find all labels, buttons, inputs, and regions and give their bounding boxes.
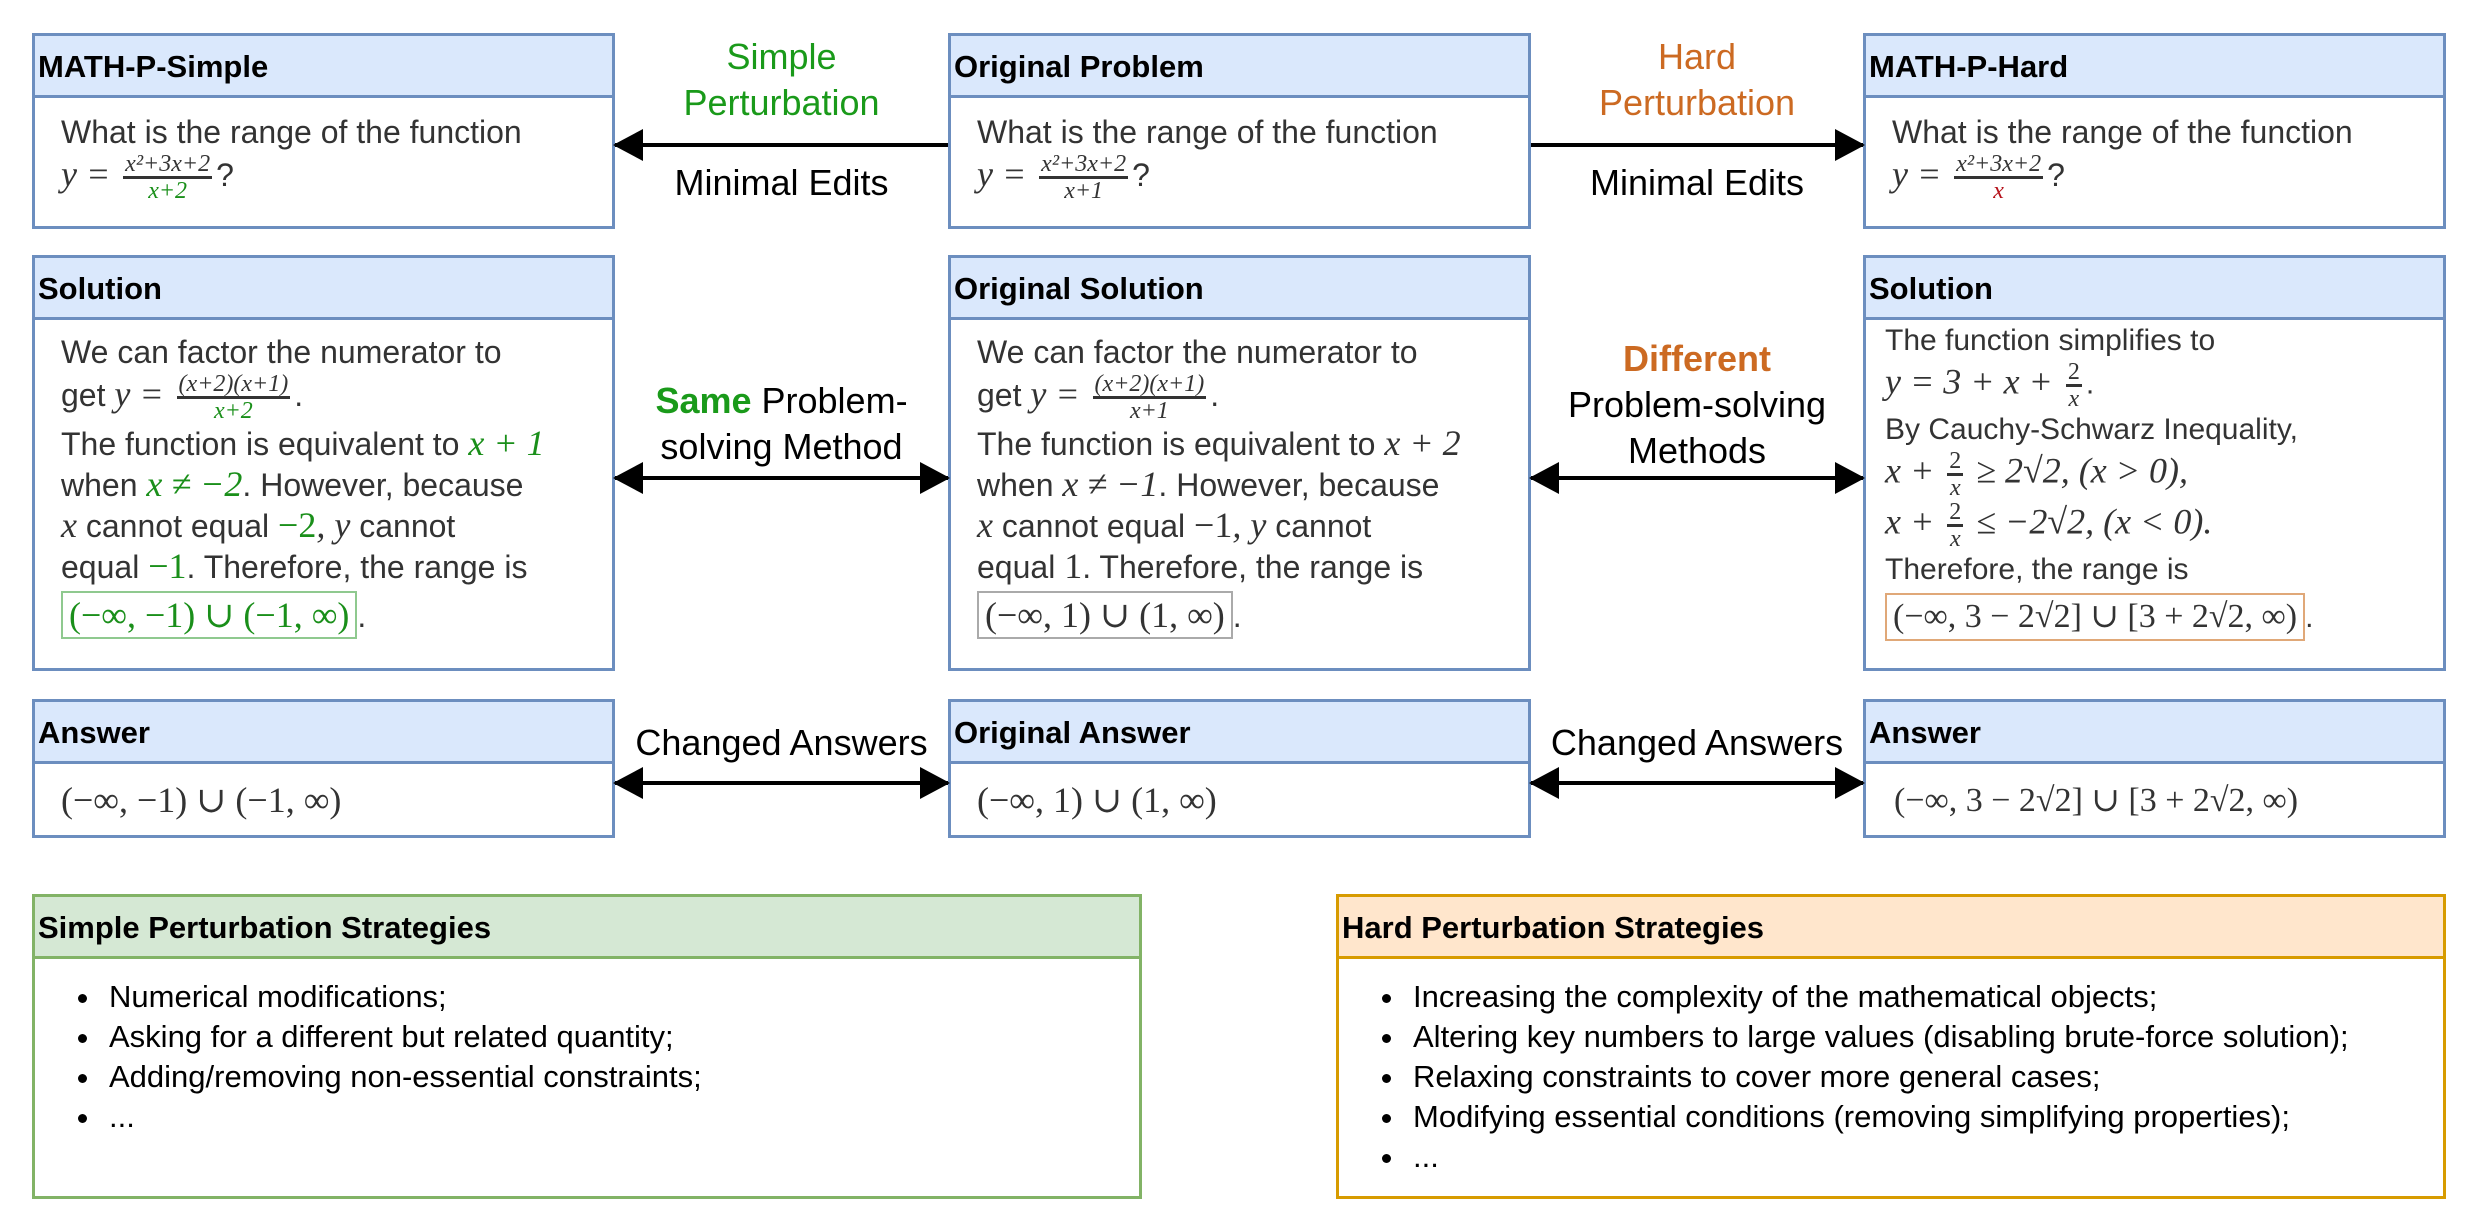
math: x + <box>1885 501 1944 542</box>
solution-line: get y = $\frac{(x+2)(x+1)}{x+1}$ . <box>977 371 1220 424</box>
label-line: solving Method <box>660 426 903 467</box>
arrowhead-right-icon <box>920 462 950 494</box>
solution-line: get y = $\frac{(x+2)(x+1)}{x+2}$ . <box>61 371 304 424</box>
denominator: x <box>1949 475 1961 501</box>
problem-question: What is the range of the function <box>1892 114 2353 150</box>
problem-text <box>951 98 1528 203</box>
original-problem-box <box>948 33 1531 229</box>
math: x ≠ −1 <box>1062 464 1159 504</box>
math: x + <box>1885 450 1944 491</box>
numerator: 2 <box>1949 499 1962 525</box>
question-mark: ? <box>1132 156 1150 193</box>
label-line: Perturbation <box>683 82 880 123</box>
answer-value: (−∞, 3 − 2√2] ∪ [3 + 2√2, ∞) <box>1894 782 2299 819</box>
list-item: • Altering key numbers to large values (disabling brute-force solution); <box>1407 1017 2443 1057</box>
text: cannot equal <box>76 508 279 544</box>
numerator: x²+3x+2 <box>125 151 211 177</box>
fraction <box>1947 500 1963 551</box>
math-p-simple-problem-box <box>32 33 615 229</box>
solution-text <box>1866 320 2443 641</box>
original-answer-box <box>948 699 1531 838</box>
label-line: Hard <box>1657 36 1737 77</box>
list-item: • Increasing the complexity of the mathematical objects; <box>1407 977 2443 1017</box>
minimal-edits-label-right: Minimal Edits <box>1589 162 1805 203</box>
text: cannot equal <box>992 508 1195 544</box>
arrow-left-minimal-edits <box>615 143 948 147</box>
boxed-answer: (−∞, 3 − 2√2] ∪ [3 + 2√2, ∞) <box>1885 593 2305 641</box>
fraction <box>1947 449 1963 500</box>
box-title: Simple Perturbation Strategies <box>35 897 1139 959</box>
question-mark: ? <box>2047 156 2065 193</box>
solution-line <box>61 505 612 546</box>
answer-value: (−∞, −1) ∪ (−1, ∞) <box>61 780 342 820</box>
denominator: x+1 <box>1064 178 1104 204</box>
hard-solution-box <box>1863 255 2446 671</box>
formula-lhs: y = <box>61 153 111 194</box>
list-item: • ... <box>103 1097 1139 1137</box>
arrowhead-left-icon <box>613 129 643 161</box>
original-solution-box <box>948 255 1531 671</box>
math: x + 1 <box>468 423 545 463</box>
solution-line: Therefore, the range is <box>1885 553 2189 586</box>
simple-answer-box <box>32 699 615 838</box>
list-item: • Relaxing constraints to cover more general cases; <box>1407 1057 2443 1097</box>
text: . Therefore, the range is <box>1082 549 1424 585</box>
double-arrow-different-methods <box>1531 476 1863 480</box>
solution-text <box>951 320 1528 639</box>
math: x <box>977 505 993 545</box>
math: −1 <box>148 546 187 586</box>
math: , y <box>1232 505 1267 545</box>
fraction <box>123 152 212 203</box>
denominator: x <box>1949 526 1961 552</box>
solution-line: We can factor the numerator to <box>61 334 502 370</box>
arrowhead-right-icon <box>1835 767 1865 799</box>
text: . However, because <box>242 467 524 503</box>
solution-text <box>35 320 612 639</box>
solution-line <box>1885 500 2443 551</box>
box-title: MATH-P-Simple <box>35 36 612 98</box>
math: −1 <box>1194 505 1233 545</box>
box-title: MATH-P-Hard <box>1866 36 2443 98</box>
changed-answers-label-right: Changed Answers <box>1550 722 1844 763</box>
math: x ≠ −2 <box>146 464 243 504</box>
fraction <box>1954 152 2043 203</box>
problem-question: What is the range of the function <box>977 114 1438 150</box>
text: cannot <box>350 508 456 544</box>
fraction <box>1093 372 1207 423</box>
label-text: Problem- <box>751 380 908 421</box>
label-line: Perturbation <box>1598 82 1796 123</box>
double-arrow-changed-answers-left <box>615 781 948 785</box>
box-title: Original Problem <box>951 36 1528 98</box>
denominator: x+2 <box>148 178 188 204</box>
math: x <box>61 505 77 545</box>
label-line: Methods <box>1627 430 1767 471</box>
arrowhead-left-icon <box>1529 767 1559 799</box>
box-title: Solution <box>35 258 612 320</box>
answer-value-wrap <box>35 764 612 821</box>
solution-line <box>977 464 1528 505</box>
text: get <box>61 376 115 413</box>
label-line: Problem-solving <box>1567 384 1827 425</box>
arrowhead-left-icon <box>613 767 643 799</box>
same-emphasis: Same <box>655 380 752 421</box>
different-methods-label <box>1531 336 1863 474</box>
box-title: Answer <box>1866 702 2443 764</box>
text: when <box>977 467 1063 503</box>
list-item: • Asking for a different but related quantity; <box>103 1017 1139 1057</box>
text: get <box>977 376 1031 413</box>
text: when <box>61 467 147 503</box>
solution-line: (−∞, 3 − 2√2] ∪ [3 + 2√2, ∞) . <box>1885 593 2443 641</box>
same-method-label <box>615 378 948 470</box>
hard-perturbation-label <box>1531 34 1863 126</box>
denominator: x <box>1993 178 2004 204</box>
label-line: Simple <box>726 36 837 77</box>
problem-text <box>1866 98 2443 203</box>
simple-strategies-box <box>32 894 1142 1199</box>
math: , y <box>316 505 351 545</box>
hard-strategies-box <box>1336 894 2446 1199</box>
simple-solution-box <box>32 255 615 671</box>
fraction <box>2066 360 2082 411</box>
text: equal <box>61 549 149 585</box>
double-arrow-changed-answers-right <box>1531 781 1863 785</box>
arrow-right-minimal-edits <box>1531 143 1863 147</box>
list-item: • ... <box>1407 1137 2443 1177</box>
text: The function is equivalent to <box>61 426 469 462</box>
solution-line: (−∞, 1) ∪ (1, ∞) . <box>977 591 1528 639</box>
numerator: x²+3x+2 <box>1041 151 1127 177</box>
solution-line: y = 3 + x + $\frac{2}{x}$ . <box>1885 359 2095 412</box>
denominator: x+1 <box>1129 398 1169 424</box>
different-emphasis: Different <box>1622 338 1771 379</box>
minimal-edits-label-left: Minimal Edits <box>674 162 889 203</box>
changed-answers-label-left: Changed Answers <box>635 722 928 763</box>
solution-line: We can factor the numerator to <box>977 334 1418 370</box>
hard-answer-box <box>1863 699 2446 838</box>
box-title: Hard Perturbation Strategies <box>1339 897 2443 959</box>
arrowhead-right-icon <box>1835 462 1865 494</box>
list-item: • Adding/removing non-essential constraints; <box>103 1057 1139 1097</box>
numerator: (x+2)(x+1) <box>178 371 289 397</box>
solution-line <box>977 546 1528 587</box>
denominator: x+2 <box>213 398 253 424</box>
math: −2 <box>278 505 317 545</box>
answer-value-wrap <box>1866 764 2443 821</box>
math: x + 2 <box>1384 423 1461 463</box>
text: . Therefore, the range is <box>186 549 528 585</box>
solution-line <box>61 423 612 464</box>
problem-text <box>35 98 612 203</box>
denominator: x <box>2068 386 2080 412</box>
text: equal <box>977 549 1065 585</box>
text: . However, because <box>1158 467 1440 503</box>
answer-value-wrap <box>951 764 1528 821</box>
arrowhead-right-icon <box>920 767 950 799</box>
arrowhead-left-icon <box>1529 462 1559 494</box>
text: cannot <box>1266 508 1372 544</box>
boxed-answer: (−∞, 1) ∪ (1, ∞) <box>977 591 1233 639</box>
boxed-answer: (−∞, −1) ∪ (−1, ∞) <box>61 591 357 639</box>
list-item: • Numerical modifications; <box>103 977 1139 1017</box>
problem-formula <box>977 152 1528 203</box>
box-title: Original Answer <box>951 702 1528 764</box>
simple-perturbation-label <box>615 34 948 126</box>
box-title: Answer <box>35 702 612 764</box>
box-title: Original Solution <box>951 258 1528 320</box>
numerator: x²+3x+2 <box>1956 151 2042 177</box>
numerator: 2 <box>2067 359 2080 385</box>
answer-value: (−∞, 1) ∪ (1, ∞) <box>977 780 1217 820</box>
question-mark: ? <box>216 156 234 193</box>
list-item: • Modifying essential conditions (removing simplifying properties); <box>1407 1097 2443 1137</box>
math-p-hard-problem-box <box>1863 33 2446 229</box>
arrowhead-left-icon <box>613 462 643 494</box>
solution-line <box>61 464 612 505</box>
arrowhead-right-icon <box>1835 129 1865 161</box>
math: ≥ 2√2, (x > 0), <box>1967 450 2189 491</box>
solution-line: (−∞, −1) ∪ (−1, ∞) . <box>61 591 612 639</box>
hard-strategies-list <box>1339 977 2443 1177</box>
formula-lhs: y = <box>1892 153 1942 194</box>
math: 1 <box>1064 546 1083 586</box>
math: y = 3 + x + <box>1885 361 2062 402</box>
label-line <box>615 378 948 424</box>
problem-formula <box>1892 152 2443 203</box>
solution-line <box>977 423 1528 464</box>
text: The function is equivalent to <box>977 426 1385 462</box>
simple-strategies-list <box>35 977 1139 1137</box>
solution-line <box>61 546 612 587</box>
numerator: (x+2)(x+1) <box>1094 371 1205 397</box>
formula-lhs: y = <box>977 153 1027 194</box>
solution-line <box>977 505 1528 546</box>
numerator: 2 <box>1949 448 1962 474</box>
math: ≤ −2√2, (x < 0). <box>1967 501 2213 542</box>
fraction <box>177 372 291 423</box>
double-arrow-same-method <box>615 476 948 480</box>
box-title: Solution <box>1866 258 2443 320</box>
solution-line: By Cauchy-Schwarz Inequality, <box>1885 413 2298 446</box>
solution-line <box>1885 449 2443 500</box>
fraction <box>1039 152 1128 203</box>
math: y = <box>114 373 164 414</box>
math: y = <box>1030 373 1080 414</box>
solution-line: The function simplifies to <box>1885 324 2216 357</box>
problem-formula <box>61 152 612 203</box>
problem-question: What is the range of the function <box>61 114 522 150</box>
